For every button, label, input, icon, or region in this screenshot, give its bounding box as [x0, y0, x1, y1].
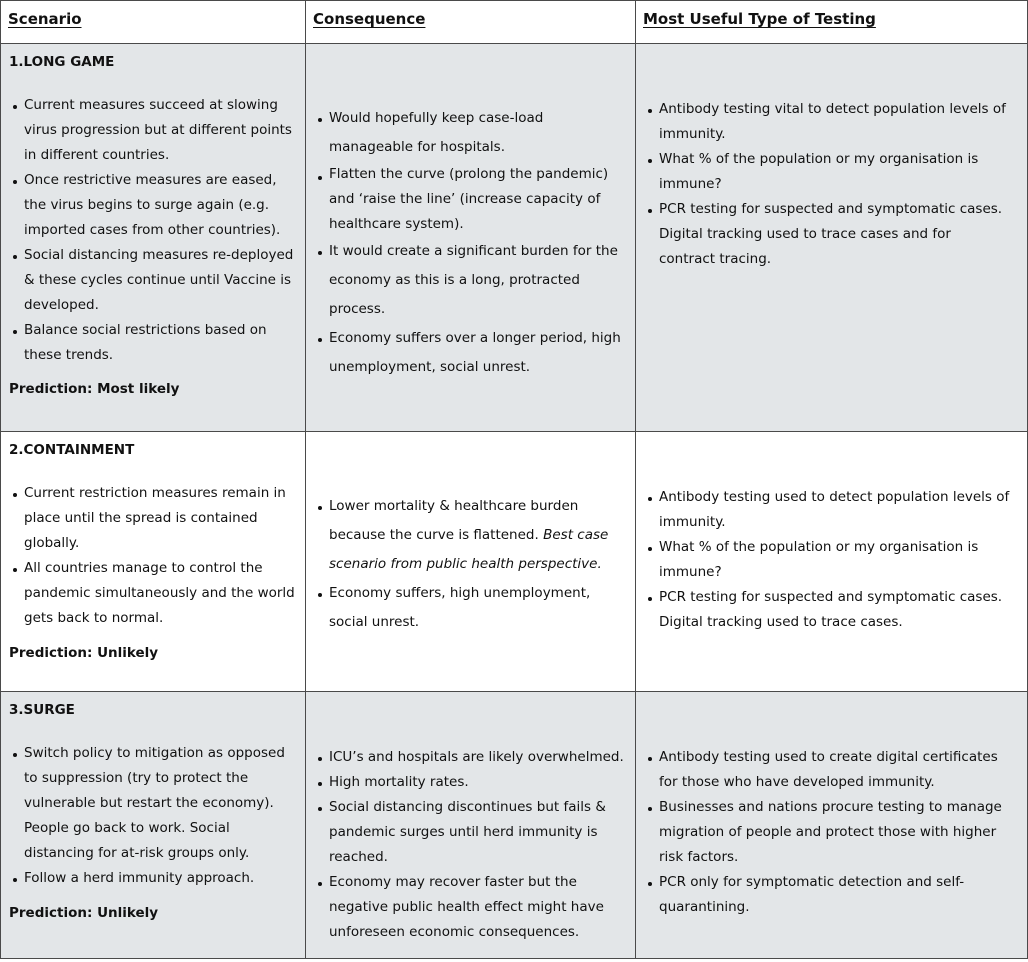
list-item: Once restrictive measures are eased, the virus begins to surge again (e.g. imported cases from other countries).	[9, 168, 295, 243]
list-item: Current measures succeed at slowing virus progression but at different points in different countries.	[9, 93, 295, 168]
list-item: What % of the population or my organisation is immune?	[644, 147, 1011, 197]
list-item: All countries manage to control the pandemic simultaneously and the world gets back to normal.	[9, 556, 295, 631]
scenario-title: 2.CONTAINMENT	[9, 442, 135, 458]
header-scenario: Scenario	[8, 10, 82, 28]
scenario-title: 1.LONG GAME	[9, 54, 115, 70]
scenario-list	[9, 481, 295, 631]
header-testing: Most Useful Type of Testing	[643, 10, 876, 28]
list-item: Economy suffers over a longer period, high unemployment, social unrest.	[314, 324, 625, 382]
prediction-label: Prediction: Most likely	[9, 381, 180, 397]
scenario-row-long-game	[1, 44, 1028, 432]
testing-cell	[636, 44, 1028, 432]
list-item: PCR only for symptomatic detection and self-quarantining.	[644, 870, 1011, 920]
list-item: Social distancing measures re-deployed & these cycles continue until Vaccine is developed.	[9, 243, 295, 318]
testing-cell	[636, 432, 1028, 692]
scenario-cell	[1, 432, 306, 692]
list-item: PCR testing for suspected and symptomatic cases. Digital tracking used to trace cases and for contract tracing.	[644, 197, 1011, 272]
testing-cell	[636, 692, 1028, 959]
list-item: Antibody testing used to create digital certificates for those who have developed immunity.	[644, 745, 1011, 795]
list-item: Antibody testing vital to detect population levels of immunity.	[644, 97, 1011, 147]
consequence-cell	[306, 692, 636, 959]
list-item	[314, 492, 625, 579]
scenario-title: 3.SURGE	[9, 702, 75, 718]
consequence-list	[314, 745, 627, 945]
list-item: Economy may recover faster but the negative public health effect might have unforeseen economic consequences.	[314, 870, 627, 945]
prediction-label: Prediction: Unlikely	[9, 905, 159, 921]
list-item: High mortality rates.	[314, 770, 627, 795]
list-item: Economy suffers, high unemployment, social unrest.	[314, 579, 625, 637]
header-consequence: Consequence	[313, 10, 426, 28]
list-item: Flatten the curve (prolong the pandemic) and ‘raise the line’ (increase capacity of healthcare system).	[314, 162, 625, 237]
list-item: Businesses and nations procure testing to manage migration of people and protect those with higher risk factors.	[644, 795, 1011, 870]
list-item: Current restriction measures remain in place until the spread is contained globally.	[9, 481, 295, 556]
header-scenario-cell	[1, 1, 306, 44]
list-item: Antibody testing used to detect population levels of immunity.	[644, 485, 1011, 535]
header-row	[1, 1, 1028, 44]
consequence-text: Lower mortality & healthcare burden because the curve is flattened.	[329, 498, 579, 543]
consequence-list	[314, 492, 625, 637]
header-testing-cell	[636, 1, 1028, 44]
list-item: PCR testing for suspected and symptomatic cases. Digital tracking used to trace cases.	[644, 585, 1011, 635]
scenario-list	[9, 741, 299, 891]
testing-list	[644, 485, 1011, 635]
list-item: Social distancing discontinues but fails & pandemic surges until herd immunity is reached.	[314, 795, 627, 870]
scenario-cell	[1, 44, 306, 432]
scenario-cell	[1, 692, 306, 959]
list-item: Follow a herd immunity approach.	[9, 866, 299, 891]
consequence-emphasis: Best case scenario from public health perspective.	[329, 527, 609, 572]
list-item: What % of the population or my organisation is immune?	[644, 535, 1011, 585]
list-item: Balance social restrictions based on these trends.	[9, 318, 295, 368]
prediction-label: Prediction: Unlikely	[9, 645, 159, 661]
header-consequence-cell	[306, 1, 636, 44]
scenario-list	[9, 93, 295, 368]
scenario-row-surge	[1, 692, 1028, 959]
list-item: Would hopefully keep case-load manageable for hospitals.	[314, 104, 625, 162]
consequence-list	[314, 104, 625, 382]
consequence-cell	[306, 432, 636, 692]
list-item: Switch policy to mitigation as opposed to suppression (try to protect the vulnerable but restart the economy). People go back to work. Social distancing for at-risk groups only.	[9, 741, 299, 866]
scenario-row-containment	[1, 432, 1028, 692]
consequence-cell	[306, 44, 636, 432]
list-item: It would create a significant burden for the economy as this is a long, protracted process.	[314, 237, 625, 324]
testing-list	[644, 97, 1011, 272]
list-item: ICU’s and hospitals are likely overwhelmed.	[314, 745, 627, 770]
testing-list	[644, 745, 1011, 920]
